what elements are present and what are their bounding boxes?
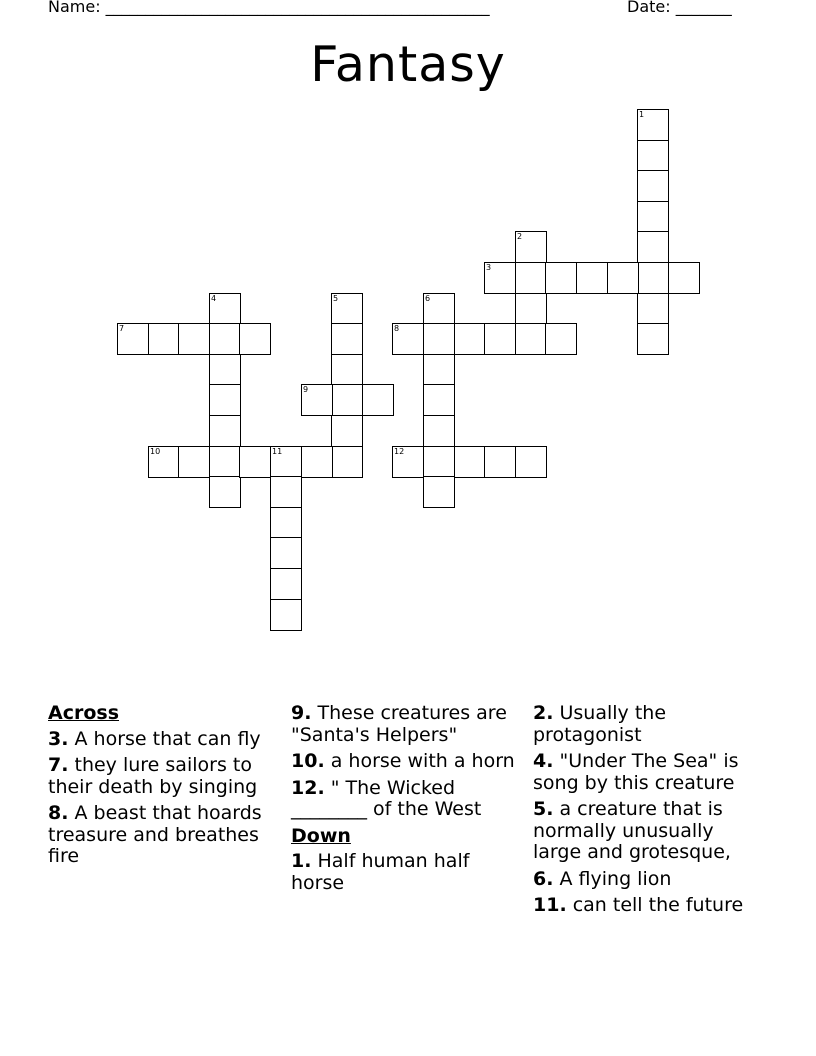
grid-cell[interactable] bbox=[576, 262, 608, 294]
clue-number: 8. bbox=[48, 802, 69, 824]
down-heading: Down bbox=[291, 824, 351, 847]
clue-down-6 bbox=[533, 869, 765, 891]
grid-cell[interactable] bbox=[515, 293, 547, 325]
clue-number-label: 10 bbox=[150, 447, 161, 456]
clue-text: "Under The Sea" is song by this creature bbox=[533, 750, 739, 794]
grid-cell[interactable] bbox=[331, 354, 363, 386]
clue-down-1 bbox=[291, 851, 523, 894]
grid-cell[interactable] bbox=[209, 476, 241, 508]
clue-number: 10. bbox=[291, 750, 325, 772]
clue-text: a horse with a horn bbox=[330, 750, 515, 772]
clue-number: 6. bbox=[533, 867, 554, 890]
grid-cell[interactable] bbox=[637, 109, 669, 141]
grid-cell[interactable] bbox=[637, 170, 669, 202]
grid-cell[interactable] bbox=[545, 323, 577, 355]
clue-text: These creatures are "Santa's Helpers" bbox=[291, 702, 507, 746]
grid-cell[interactable] bbox=[331, 446, 363, 478]
grid-cell[interactable] bbox=[270, 537, 302, 569]
grid-cell[interactable] bbox=[454, 446, 486, 478]
grid-cell[interactable] bbox=[331, 323, 363, 355]
across-heading: Across bbox=[48, 702, 120, 724]
grid-cell[interactable] bbox=[637, 231, 669, 263]
grid-cell[interactable] bbox=[484, 446, 516, 478]
grid-cell[interactable] bbox=[423, 446, 455, 478]
grid-cell[interactable] bbox=[484, 323, 516, 355]
grid-cell[interactable] bbox=[637, 201, 669, 233]
clue-down-5 bbox=[533, 799, 765, 864]
clue-number-label: 8 bbox=[394, 324, 400, 333]
clue-across-8 bbox=[48, 803, 280, 868]
grid-cell[interactable] bbox=[423, 323, 455, 355]
clue-number: 9. bbox=[291, 702, 312, 724]
grid-cell[interactable] bbox=[423, 354, 455, 386]
grid-cell[interactable] bbox=[209, 354, 241, 386]
grid-cell[interactable] bbox=[515, 323, 547, 355]
clue-number-label: 7 bbox=[119, 324, 125, 333]
grid-cell[interactable] bbox=[423, 415, 455, 447]
clue-down-11 bbox=[533, 895, 765, 917]
clue-number: 4. bbox=[533, 750, 554, 772]
grid-cell[interactable] bbox=[515, 231, 547, 263]
clue-down-4 bbox=[533, 751, 765, 794]
grid-cell[interactable] bbox=[239, 446, 271, 478]
grid-cell[interactable] bbox=[239, 323, 271, 355]
clue-text: a creature that is normally unusually large and grotesque, bbox=[533, 798, 731, 863]
grid-cell[interactable] bbox=[392, 446, 424, 478]
grid-cell[interactable] bbox=[423, 384, 455, 416]
clue-number: 5. bbox=[533, 798, 554, 820]
grid-cell[interactable] bbox=[117, 323, 149, 355]
clue-text: they lure sailors to their death by singing bbox=[48, 754, 258, 798]
clue-number-label: 6 bbox=[425, 294, 431, 303]
grid-cell[interactable] bbox=[423, 293, 455, 325]
grid-cell[interactable] bbox=[545, 262, 577, 294]
grid-cell[interactable] bbox=[331, 293, 363, 325]
clue-text: Half human half horse bbox=[291, 850, 470, 894]
puzzle-title: Fantasy bbox=[310, 36, 506, 93]
grid-cell[interactable] bbox=[637, 140, 669, 172]
grid-cell[interactable] bbox=[209, 446, 241, 478]
clue-number-label: 2 bbox=[517, 232, 523, 241]
clue-number: 1. bbox=[291, 850, 312, 872]
grid-cell[interactable] bbox=[270, 476, 302, 508]
clue-number-label: 12 bbox=[394, 447, 405, 456]
clue-number: 12. bbox=[291, 776, 325, 799]
grid-cell[interactable] bbox=[301, 384, 333, 416]
grid-cell[interactable] bbox=[270, 507, 302, 539]
clues-column-2 bbox=[291, 703, 523, 899]
clue-text: A beast that hoards treasure and breathes fire bbox=[48, 802, 262, 867]
grid-cell[interactable] bbox=[301, 446, 333, 478]
grid-cell[interactable] bbox=[668, 262, 700, 294]
grid-cell[interactable] bbox=[209, 384, 241, 416]
clue-number-label: 11 bbox=[272, 447, 283, 456]
grid-cell[interactable] bbox=[454, 323, 486, 355]
grid-cell[interactable] bbox=[209, 415, 241, 447]
clue-across-10 bbox=[291, 751, 523, 773]
clue-number: 7. bbox=[48, 754, 69, 776]
grid-cell[interactable] bbox=[331, 415, 363, 447]
grid-cell[interactable] bbox=[637, 262, 669, 294]
clue-number-label: 1 bbox=[639, 110, 645, 119]
clues-column-3 bbox=[533, 703, 765, 922]
clue-across-9 bbox=[291, 703, 523, 746]
grid-cell[interactable] bbox=[637, 323, 669, 355]
grid-cell[interactable] bbox=[637, 293, 669, 325]
clue-text: A horse that can fly bbox=[74, 727, 261, 750]
clue-across-7 bbox=[48, 755, 280, 798]
grid-cell[interactable] bbox=[270, 568, 302, 600]
clue-number-label: 9 bbox=[303, 385, 309, 394]
clue-number-label: 4 bbox=[211, 294, 217, 303]
grid-cell[interactable] bbox=[515, 446, 547, 478]
clues-column-1 bbox=[48, 703, 280, 873]
grid-cell[interactable] bbox=[178, 323, 210, 355]
grid-cell[interactable] bbox=[209, 293, 241, 325]
grid-cell[interactable] bbox=[209, 323, 241, 355]
clue-number-label: 5 bbox=[333, 294, 339, 303]
clue-number: 3. bbox=[48, 727, 69, 750]
grid-cell[interactable] bbox=[331, 384, 363, 416]
name-field-line: Name: ________________________________________________ bbox=[48, 0, 490, 16]
grid-cell[interactable] bbox=[423, 476, 455, 508]
clue-text: Usually the protagonist bbox=[533, 702, 667, 746]
grid-cell[interactable] bbox=[148, 446, 180, 478]
grid-cell[interactable] bbox=[484, 262, 516, 294]
grid-cell[interactable] bbox=[607, 262, 639, 294]
grid-cell[interactable] bbox=[148, 323, 180, 355]
clue-text: can tell the future bbox=[572, 894, 744, 916]
grid-cell[interactable] bbox=[270, 446, 302, 478]
date-field-line: Date: _______ bbox=[627, 0, 732, 16]
clue-across-3 bbox=[48, 729, 280, 751]
grid-cell[interactable] bbox=[515, 262, 547, 294]
clue-down-2 bbox=[533, 703, 765, 746]
grid-cell[interactable] bbox=[270, 599, 302, 631]
clue-across-12 bbox=[291, 778, 523, 821]
clue-number: 11. bbox=[533, 894, 567, 916]
grid-cell[interactable] bbox=[178, 446, 210, 478]
grid-cell[interactable] bbox=[392, 323, 424, 355]
clue-text: " The Wicked ________ of the West bbox=[291, 776, 482, 820]
clue-number-label: 3 bbox=[486, 263, 492, 272]
grid-cell[interactable] bbox=[362, 384, 394, 416]
clue-number: 2. bbox=[533, 702, 554, 724]
clue-text: A flying lion bbox=[559, 867, 672, 890]
